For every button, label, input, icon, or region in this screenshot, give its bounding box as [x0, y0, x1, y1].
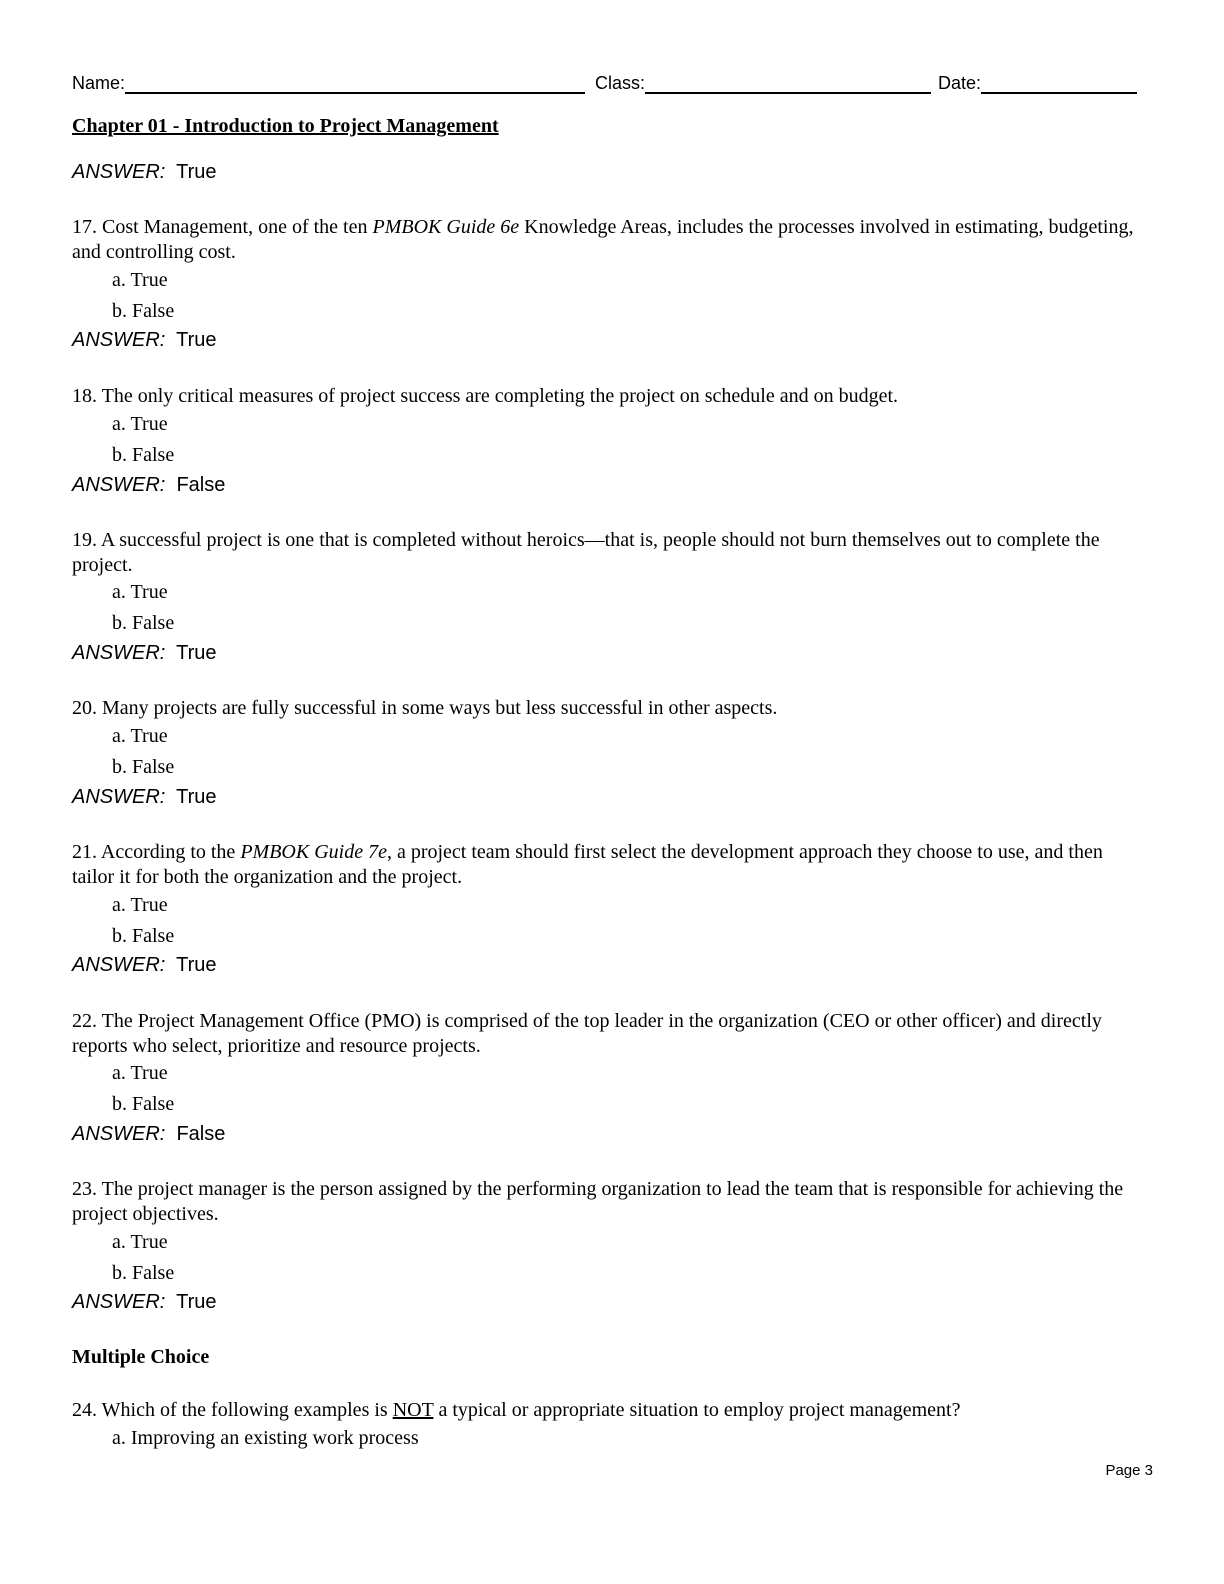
answer-value: False: [176, 1123, 226, 1145]
option-a[interactable]: a. True: [112, 269, 168, 291]
question-19: 19. A successful project is one that is completed without heroics—that is, people should not burn themselves out to complete the project.: [72, 529, 1100, 576]
question-number: 19.: [72, 529, 97, 551]
option-a[interactable]: a. True: [112, 1062, 168, 1084]
option-b[interactable]: b. False: [112, 612, 175, 634]
option-a[interactable]: a. True: [112, 725, 168, 747]
answer-value: True: [176, 954, 217, 976]
option-b[interactable]: b. False: [112, 300, 175, 322]
option-b[interactable]: b. False: [112, 925, 175, 947]
emphasis-text: PMBOK Guide 6e: [372, 216, 520, 238]
name-line[interactable]: [125, 72, 585, 94]
answer-label: ANSWER:: [72, 786, 166, 808]
option-b[interactable]: b. False: [112, 1262, 175, 1284]
answer-value: True: [176, 642, 217, 664]
question-number: 22.: [72, 1010, 97, 1032]
answer-value: True: [176, 329, 217, 351]
question-21: 21. According to the PMBOK Guide 7e, a project team should first select the development approach they choose to use, and then tailor it for both the organization and the project.: [72, 841, 1103, 888]
answer-label: ANSWER:: [72, 642, 166, 664]
underlined-text: NOT: [392, 1399, 434, 1421]
question-number: 20.: [72, 697, 97, 719]
question-22: 22. The Project Management Office (PMO) is comprised of the top leader in the organization (CEO or other officer) and directly reports who select, prioritize and resource projects.: [72, 1010, 1102, 1057]
answer-value: True: [176, 161, 217, 183]
answer-label: ANSWER:: [72, 1123, 166, 1145]
option-b[interactable]: b. False: [112, 444, 175, 466]
date-label: Date:: [938, 73, 982, 93]
date-line[interactable]: [981, 72, 1137, 94]
answer-19: [72, 642, 217, 665]
name-label: Name:: [72, 73, 126, 93]
answer-17: [72, 329, 217, 352]
class-field[interactable]: [595, 72, 931, 94]
emphasis-text: PMBOK Guide 7e: [240, 841, 387, 863]
chapter-title: Chapter 01 - Introduction to Project Management: [72, 115, 499, 137]
student-info-header: [72, 72, 1142, 98]
question-number: 21.: [72, 841, 97, 863]
class-label: Class:: [595, 73, 646, 93]
answer-value: True: [176, 1291, 217, 1313]
name-field[interactable]: [72, 72, 585, 94]
option-a[interactable]: a. Improving an existing work process: [112, 1427, 419, 1449]
answer-label: ANSWER:: [72, 474, 166, 496]
option-a[interactable]: a. True: [112, 581, 168, 603]
option-b[interactable]: b. False: [112, 756, 175, 778]
question-number: 18.: [72, 385, 97, 407]
question-number: 24.: [72, 1399, 97, 1421]
answer-18: [72, 474, 225, 497]
answer-label: ANSWER:: [72, 1291, 166, 1313]
question-17: 17. Cost Management, one of the ten PMBOK Guide 6e Knowledge Areas, includes the processes involved in estimating, budgeting, and controlling cost.: [72, 216, 1134, 263]
answer-value: True: [176, 786, 217, 808]
answer-20: [72, 786, 217, 809]
question-number: 17.: [72, 216, 97, 238]
answer-label: ANSWER:: [72, 954, 166, 976]
answer-23: [72, 1291, 217, 1314]
answer-label: ANSWER:: [72, 161, 166, 183]
option-a[interactable]: a. True: [112, 894, 168, 916]
question-number: 23.: [72, 1178, 97, 1200]
question-24: 24. Which of the following examples is NOT a typical or appropriate situation to employ project management?: [72, 1399, 961, 1421]
option-b[interactable]: b. False: [112, 1093, 175, 1115]
class-line[interactable]: [645, 72, 931, 94]
date-field[interactable]: [938, 72, 1137, 94]
answer-value: False: [176, 474, 226, 496]
option-a[interactable]: a. True: [112, 1231, 168, 1253]
answer-21: [72, 954, 217, 977]
page-number: Page 3: [1105, 1462, 1153, 1479]
answer-22: [72, 1123, 225, 1146]
section-heading-multiple-choice: Multiple Choice: [72, 1346, 210, 1368]
question-23: 23. The project manager is the person assigned by the performing organization to lead the team that is responsible for achieving the project objectives.: [72, 1178, 1124, 1225]
answer-label: ANSWER:: [72, 329, 166, 351]
option-a[interactable]: a. True: [112, 413, 168, 435]
answer-carryover: [72, 161, 217, 184]
question-20: 20. Many projects are fully successful in some ways but less successful in other aspects.: [72, 697, 778, 719]
question-18: 18. The only critical measures of project success are completing the project on schedule and on budget.: [72, 385, 899, 407]
